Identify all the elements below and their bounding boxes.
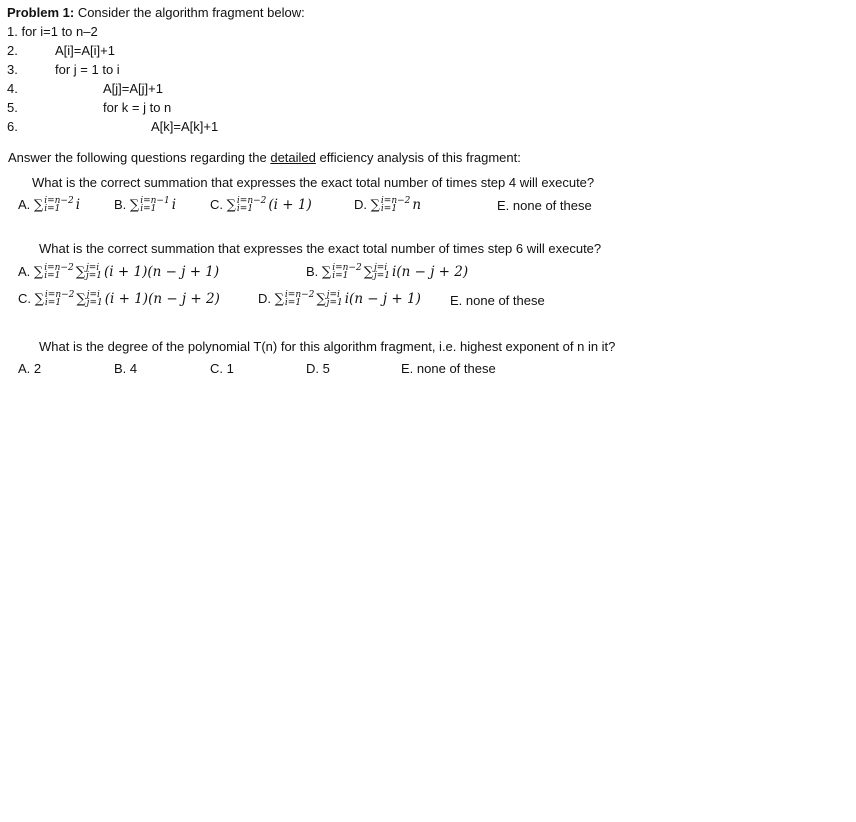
code-line-5-number: 5. [7, 100, 18, 115]
option-label: A. [18, 361, 31, 376]
q3-question: What is the degree of the polynomial T(n) for this algorithm fragment, i.e. highest exponent of n in it? [39, 339, 616, 354]
outer-sum-limits: i=n−2 i=1 [44, 289, 75, 308]
inner-sum-limits: j=i j=1 [85, 262, 103, 281]
problem-label: Problem 1: [7, 5, 75, 20]
code-line-6-text: A[k]=A[k]+1 [151, 119, 219, 134]
summand: i [75, 197, 81, 213]
option-label: D. [306, 361, 319, 376]
option-label: D. [258, 291, 271, 306]
code-line-5-text: for k = j to n [103, 100, 172, 115]
sigma-icon: ∑ [129, 198, 140, 213]
sigma-icon: ∑ [75, 265, 85, 280]
code-line-3-number: 3. [7, 62, 18, 77]
summand: i(n − j + 2) [392, 264, 469, 280]
q2-option-a[interactable] [18, 264, 219, 281]
sigma-icon: ∑ [76, 292, 86, 307]
option-label: A. [18, 264, 31, 279]
code-line-4-text: A[j]=A[j]+1 [103, 81, 163, 96]
option-label: E. [450, 293, 463, 308]
option-label: D. [354, 197, 367, 212]
q3-option-b[interactable] [114, 361, 137, 377]
q1-option-b[interactable] [114, 197, 176, 214]
code-line-2-text: A[i]=A[i]+1 [55, 43, 115, 58]
q2-option-b[interactable] [306, 264, 468, 281]
sigma-icon: ∑ [34, 292, 44, 307]
option-text: none of these [465, 293, 545, 308]
inner-sum-limits: j=i j=1 [326, 289, 343, 308]
code-line-2-number: 2. [7, 43, 18, 58]
q1-option-a[interactable] [18, 197, 80, 214]
option-label: E. [497, 198, 510, 213]
summand: n [412, 197, 422, 213]
option-label: B. [306, 264, 319, 279]
q3-option-a[interactable] [18, 361, 41, 377]
outer-sum-limits: i=n−2 i=1 [332, 262, 362, 281]
sum-limits: i=n−2 i=1 [236, 195, 267, 214]
sigma-icon: ∑ [226, 198, 236, 213]
option-label: E. [401, 361, 414, 376]
option-text: 5 [322, 361, 330, 376]
inner-sum-limits: j=i j=1 [86, 289, 103, 308]
outer-sum-limits: i=n−2 i=1 [44, 262, 74, 281]
summand: (i + 1)(n − j + 1) [104, 264, 220, 280]
option-label: C. [210, 197, 223, 212]
sigma-icon: ∑ [321, 265, 332, 280]
q3-option-c[interactable] [210, 361, 234, 377]
q2-option-d[interactable] [258, 291, 421, 308]
summand: (i + 1)(n − j + 2) [104, 291, 220, 307]
q1-option-d[interactable] [354, 197, 421, 214]
option-text: none of these [416, 361, 496, 376]
instructions [8, 150, 521, 166]
sigma-icon: ∑ [274, 292, 284, 307]
q3-option-e[interactable] [401, 361, 496, 377]
sum-limits: i=n−2 i=1 [380, 195, 411, 214]
outer-sum-limits: i=n−2 i=1 [284, 289, 315, 308]
sigma-icon: ∑ [316, 292, 326, 307]
option-label: C. [210, 361, 223, 376]
q2-option-e[interactable] [450, 293, 545, 309]
code-line-3-text: for j = 1 to i [55, 62, 120, 77]
option-text: 2 [33, 361, 42, 376]
inner-sum-limits: j=i j=1 [373, 262, 391, 281]
option-text: 4 [129, 361, 138, 376]
code-line-1 [7, 24, 98, 40]
q2-option-c[interactable] [18, 291, 220, 308]
sum-limits: i=n−1 i=1 [140, 195, 170, 214]
sigma-icon: ∑ [370, 198, 380, 213]
option-label: A. [18, 197, 31, 212]
option-text: none of these [512, 198, 592, 213]
code-line-4-number: 4. [7, 81, 18, 96]
line-number: 1. [7, 24, 18, 39]
instructions-before: Answer the following questions regarding the [8, 150, 267, 165]
code-line-6-number: 6. [7, 119, 18, 134]
sigma-icon: ∑ [33, 265, 44, 280]
summand: i [171, 197, 177, 213]
summand: i(n − j + 1) [344, 291, 421, 307]
q3-option-d[interactable] [306, 361, 330, 377]
problem-intro: Consider the algorithm fragment below: [77, 5, 305, 20]
option-text: 1 [226, 361, 234, 376]
q1-option-e[interactable] [497, 198, 592, 214]
instructions-underlined: detailed [270, 150, 316, 165]
option-label: B. [114, 361, 127, 376]
option-label: B. [114, 197, 127, 212]
sigma-icon: ∑ [33, 198, 44, 213]
sum-limits: i=n−2 i=1 [44, 195, 74, 214]
option-label: C. [18, 291, 31, 306]
problem-header [7, 5, 305, 21]
q2-question: What is the correct summation that expresses the exact total number of times step 6 will execute? [39, 241, 602, 256]
instructions-after: efficiency analysis of this fragment: [319, 150, 521, 165]
code-text: for i=1 to n–2 [21, 24, 98, 39]
summand: (i + 1) [268, 197, 312, 213]
sigma-icon: ∑ [363, 265, 373, 280]
q1-option-c[interactable] [210, 197, 312, 214]
q1-question: What is the correct summation that expresses the exact total number of times step 4 will execute? [32, 175, 595, 190]
